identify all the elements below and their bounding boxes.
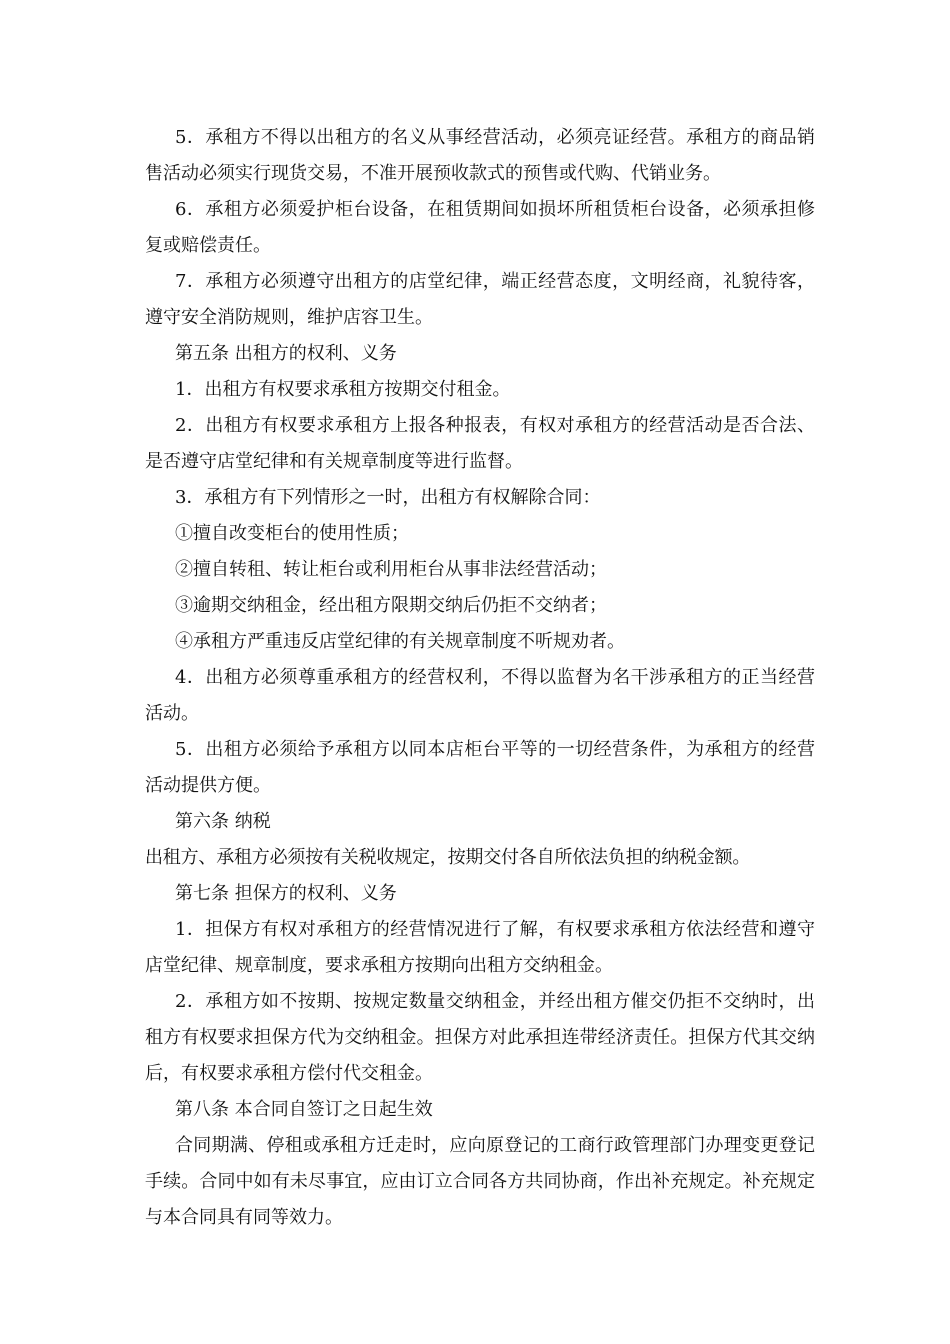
clause-5-item-3-sub-4: ④承租方严重违反店堂纪律的有关规章制度不听规劝者。 <box>175 631 625 652</box>
clause-5-item-2: 2．出租方有权要求承租方上报各种报表，有权对承租方的经营活动是否合法、是否遵守店堂纪律和有关规章制度等进行监督。 <box>145 415 815 472</box>
clause-6-heading: 第六条 纳税 <box>175 811 271 832</box>
clause-5-item-3-sub-3: ③逾期交纳租金，经出租方限期交纳后仍拒不交纳者； <box>175 595 607 616</box>
clause-5-item-3-sub-2: ②擅自转租、转让柜台或利用柜台从事非法经营活动； <box>175 559 607 580</box>
clause-8-text: 合同期满、停租或承租方迁走时，应向原登记的工商行政管理部门办理变更登记手续。合同中如有未尽事宜，应由订立合同各方共同协商，作出补充规定。补充规定与本合同具有同等效力。 <box>145 1135 815 1228</box>
clause-5-item-1: 1．出租方有权要求承租方按期交付租金。 <box>175 379 511 400</box>
clause-5-item-3: 3．承租方有下列情形之一时，出租方有权解除合同： <box>175 487 601 508</box>
clause-7-item-1: 1．担保方有权对承租方的经营情况进行了解，有权要求承租方依法经营和遵守店堂纪律、规章制度，要求承租方按期向出租方交纳租金。 <box>145 919 815 976</box>
clause-7-heading: 第七条 担保方的权利、义务 <box>175 883 397 904</box>
clause-4-item-7: 7．承租方必须遵守出租方的店堂纪律，端正经营态度，文明经商，礼貌待客，遵守安全消防规则，维护店容卫生。 <box>145 271 815 328</box>
clause-4-item-5: 5．承租方不得以出租方的名义从事经营活动，必须亮证经营。承租方的商品销售活动必须实行现货交易，不准开展预收款式的预售或代购、代销业务。 <box>145 127 815 184</box>
clause-7-item-2: 2．承租方如不按期、按规定数量交纳租金，并经出租方催交仍拒不交纳时，出租方有权要求担保方代为交纳租金。担保方对此承担连带经济责任。担保方代其交纳后，有权要求承租方偿付代交租金。 <box>145 991 815 1084</box>
clause-5-item-5: 5．出租方必须给予承租方以同本店柜台平等的一切经营条件，为承租方的经营活动提供方便。 <box>145 739 815 796</box>
clause-5-heading: 第五条 出租方的权利、义务 <box>175 343 397 364</box>
clause-5-item-4: 4．出租方必须尊重承租方的经营权利，不得以监督为名干涉承租方的正当经营活动。 <box>145 667 815 724</box>
clause-5-item-3-sub-1: ①擅自改变柜台的使用性质； <box>175 523 409 544</box>
clause-8-heading: 第八条 本合同自签订之日起生效 <box>175 1099 433 1120</box>
document-body <box>145 120 815 1236</box>
clause-4-item-6: 6．承租方必须爱护柜台设备，在租赁期间如损坏所租赁柜台设备，必须承担修复或赔偿责任。 <box>145 199 815 256</box>
clause-6-text: 出租方、承租方必须按有关税收规定，按期交付各自所依法负担的纳税金额。 <box>145 847 751 868</box>
